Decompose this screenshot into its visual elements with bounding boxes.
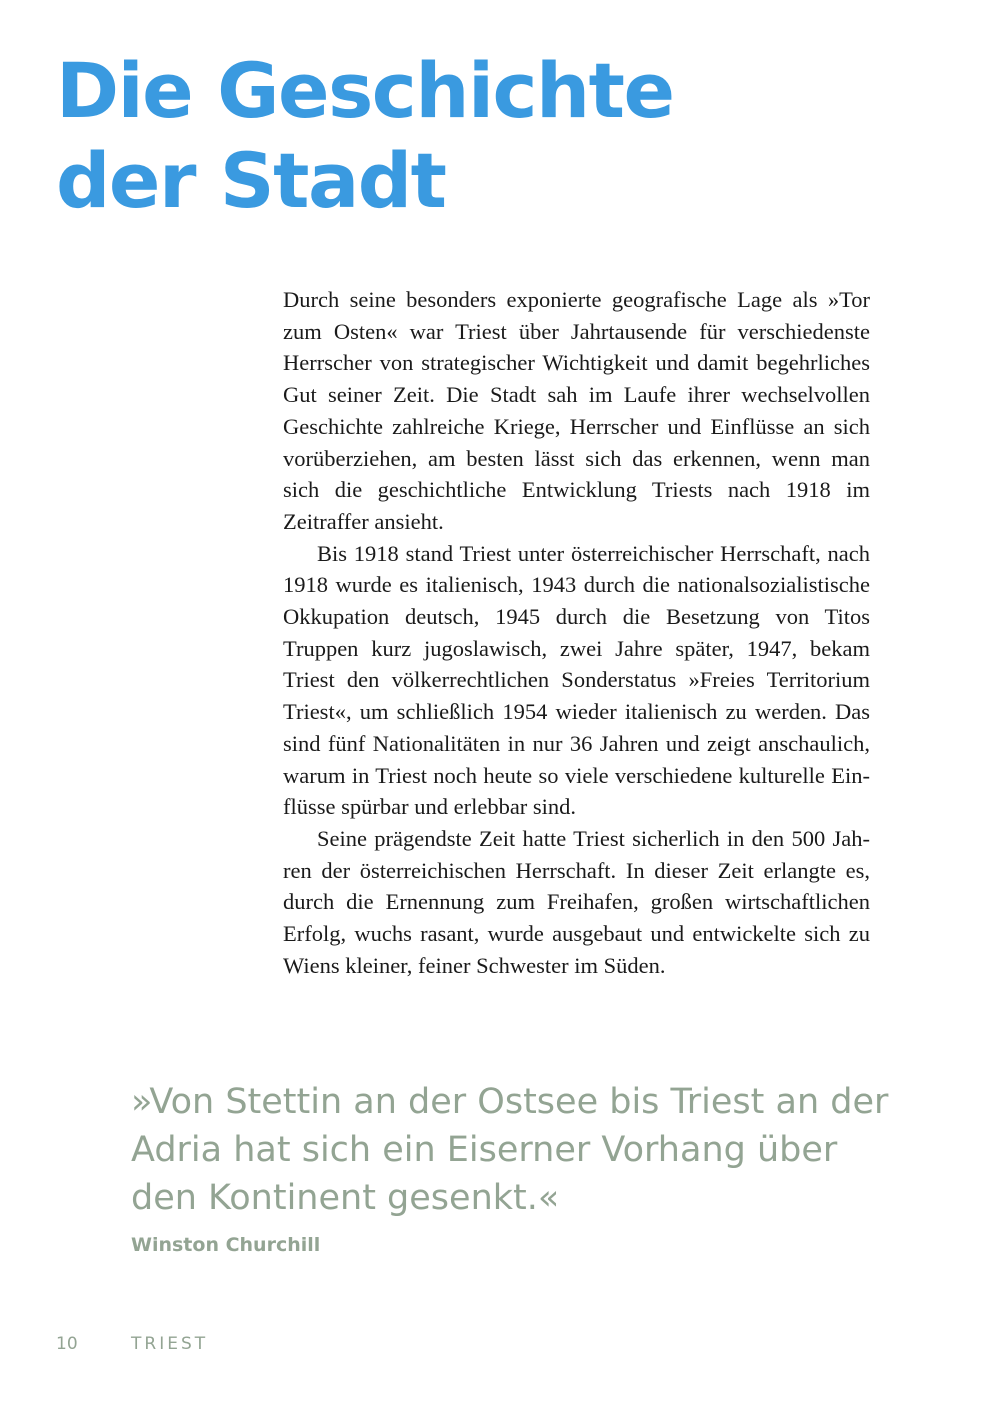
paragraph-2: Bis 1918 stand Triest unter österreichischer Herrschaft, nach 1918 wurde es italienisch, 1943 durch die nationalsozialistische Okkupation deutsch, 1945 durch die Besetzung von Titos Truppen kurz jugoslawisch, zwei Jahre später, 1947, bekam Triest den völkerrechtlichen Sonderstatus »Freies Territorium Triest«, um schließlich 1954 wieder italienisch zu werden. Das sind fünf Nationalitäten in nur 36 Jahren und zeigt anschaulich, warum in Triest noch heute so viele verschiedene kulturelle Einflüsse spürbar und erlebbar sind. xyxy=(283,540,870,820)
quote-line-1: »Von Stettin an der Ostsee bis Triest an der xyxy=(131,1082,889,1122)
paragraph-3: Seine prägendste Zeit hatte Triest sicherlich in den 500 Jahren der österreichischen Herrschaft. In dieser Zeit erlangte es, durch die Ernennung zum Freihafen, großen wirtschaftlichen Erfolg, wuchs rasant, wurde ausgebaut und entwickelte sich zu Wiens kleiner, feiner Schwester im Süden. xyxy=(283,825,870,978)
body-text xyxy=(283,284,870,981)
page-title-line-2: der Stadt xyxy=(56,136,446,225)
quote-text xyxy=(131,1078,891,1222)
running-head: TRIEST xyxy=(131,1334,209,1354)
quote-author: Winston Churchill xyxy=(131,1234,321,1256)
pull-quote xyxy=(131,1078,891,1256)
quote-line-3: den Kontinent gesenkt.« xyxy=(131,1178,560,1218)
page-title-line-1: Die Geschichte xyxy=(56,46,674,135)
paragraph-1: Durch seine besonders exponierte geografische Lage als »Tor zum Osten« war Triest über Jahrtausende für verschiedenste Herrscher von strategischer Wichtigkeit und damit begehrliches Gut seiner Zeit. Die Stadt sah im Laufe ihrer wechselvollen Geschichte zahlreiche Kriege, Herrscher und Einflüsse an sich vorüberziehen, am besten lässt sich das erkennen, wenn man sich die geschichtliche Entwicklung Triests nach 1918 im Zeitraffer ansieht. xyxy=(283,287,870,534)
page-number: 10 xyxy=(56,1334,78,1354)
quote-line-2: Adria hat sich ein Eiserner Vorhang über xyxy=(131,1130,838,1170)
page-title xyxy=(56,46,674,226)
